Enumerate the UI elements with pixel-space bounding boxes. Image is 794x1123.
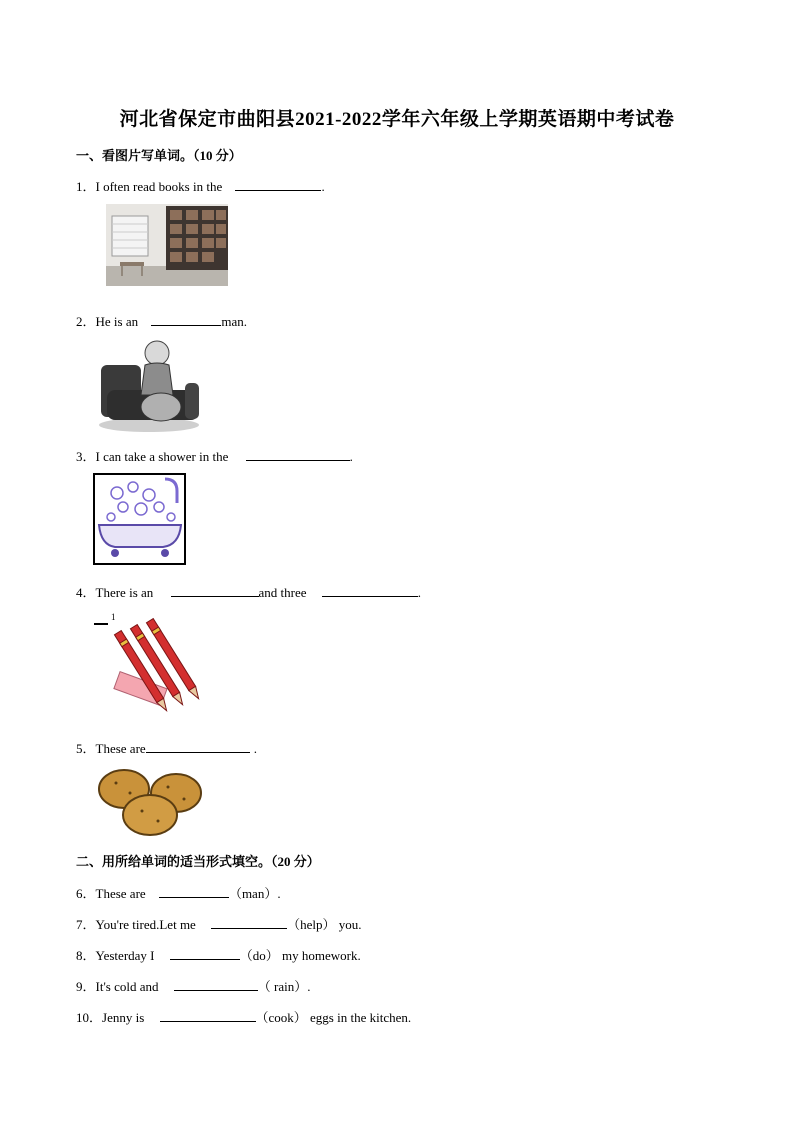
answer-blank[interactable]	[151, 314, 221, 326]
question-text-after: .	[349, 449, 353, 464]
page-title: 河北省保定市曲阳县2021-2022学年六年级上学期英语期中考试卷	[119, 109, 675, 130]
question-number: 10．	[76, 1010, 103, 1025]
question-6	[76, 883, 281, 902]
question-text: He is an	[95, 314, 139, 329]
question-text: Jenny is	[102, 1010, 145, 1025]
question-text: These are	[95, 886, 146, 901]
question-8	[76, 945, 361, 964]
question-text-after: （man）.	[228, 886, 281, 901]
question-text-after: .	[253, 741, 257, 756]
question-2	[76, 311, 247, 330]
question-text-after: （cook） eggs in the kitchen.	[255, 1010, 412, 1025]
question-9	[76, 976, 310, 995]
answer-blank[interactable]	[146, 741, 250, 753]
question-text-after: （ rain）.	[257, 979, 311, 994]
eraser-and-pencils-image	[92, 610, 222, 722]
answer-blank-1[interactable]	[171, 585, 259, 597]
question-text-after: .	[321, 179, 325, 194]
question-number: 2．	[76, 314, 96, 329]
answer-blank-2[interactable]	[322, 585, 418, 597]
question-text: It's cold and	[95, 979, 159, 994]
question-text: You're tired.Let me	[95, 917, 196, 932]
question-7	[76, 914, 361, 933]
question-number: 7．	[76, 917, 96, 932]
section-1-heading: 一、看图片写单词。（10 分）	[76, 148, 242, 163]
question-number: 3．	[76, 449, 96, 464]
section-2-heading: 二、用所给单词的适当形式填空。（20 分）	[76, 854, 320, 869]
question-text-after: （do） my homework.	[239, 948, 361, 963]
answer-blank[interactable]	[211, 917, 287, 929]
question-text: These are	[95, 741, 146, 756]
question-text: Yesterday I	[95, 948, 155, 963]
answer-blank[interactable]	[246, 449, 350, 461]
question-number: 6．	[76, 886, 96, 901]
question-10	[76, 1007, 411, 1026]
answer-blank[interactable]	[159, 886, 229, 898]
question-1	[76, 176, 325, 195]
question-3	[76, 446, 353, 465]
old-man-image	[97, 335, 201, 433]
question-text-after: （help） you.	[287, 917, 362, 932]
question-text-after: .	[417, 585, 422, 600]
answer-blank[interactable]	[170, 948, 240, 960]
bathtub-image	[93, 473, 186, 565]
question-text-after: man.	[221, 314, 248, 329]
question-number: 1．	[76, 179, 96, 194]
answer-blank[interactable]	[174, 979, 258, 991]
answer-blank[interactable]	[235, 179, 321, 191]
question-text: I can take a shower in the	[95, 449, 229, 464]
svg-text:1: 1	[111, 612, 116, 622]
answer-blank[interactable]	[160, 1010, 256, 1022]
question-4	[76, 582, 421, 601]
question-number: 8．	[76, 948, 96, 963]
potatoes-image	[98, 765, 204, 839]
question-5	[76, 738, 257, 757]
question-text: There is an	[95, 585, 154, 600]
question-number: 9．	[76, 979, 96, 994]
study-room-image	[106, 204, 228, 286]
question-number: 4．	[76, 585, 96, 600]
question-text: I often read books in the	[95, 179, 223, 194]
question-text-middle: and three	[258, 585, 307, 600]
question-number: 5．	[76, 741, 96, 756]
